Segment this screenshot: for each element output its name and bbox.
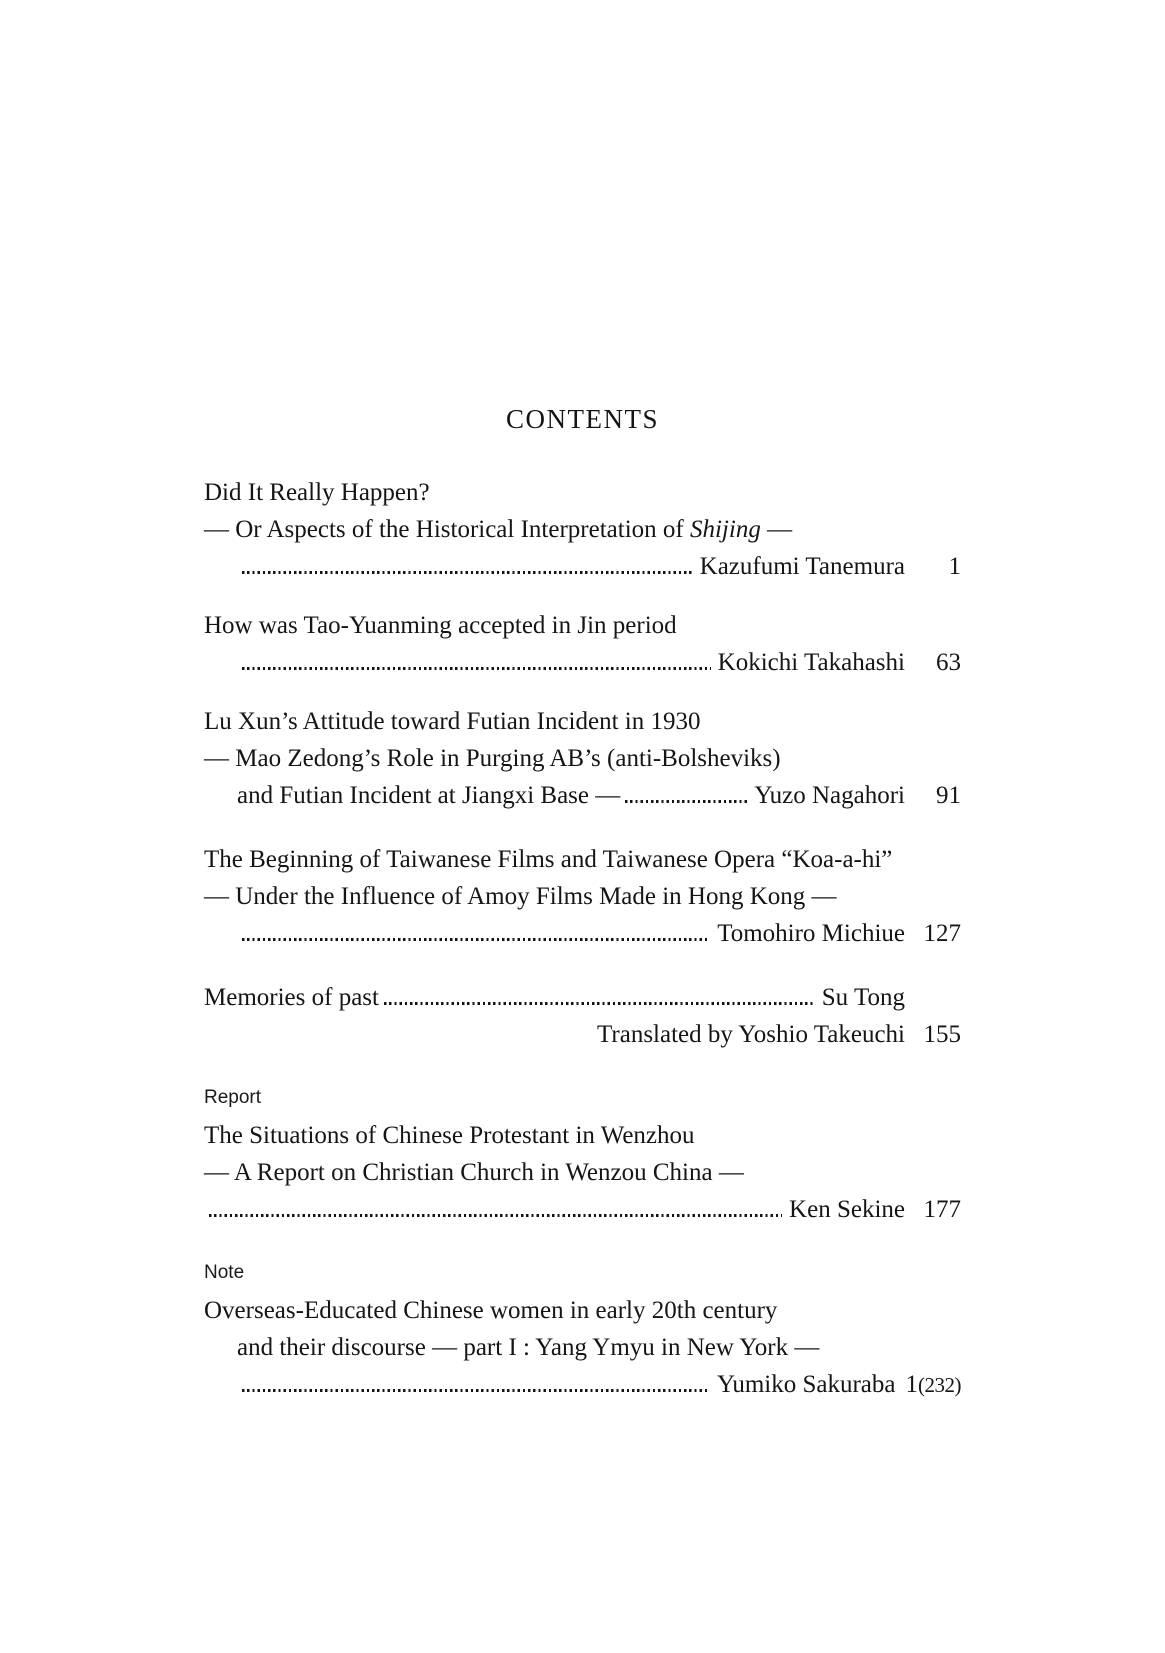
entry-title: Memories of past (204, 984, 379, 1011)
page-number: 91 (936, 782, 961, 809)
entry-subtitle: — A Report on Christian Church in Wenzou China — (204, 1159, 744, 1186)
title-author-line (204, 979, 961, 1016)
dot-leader (384, 1002, 815, 1005)
page-number: 63 (936, 649, 961, 676)
toc-entry-1 (204, 474, 961, 585)
entry-title: Overseas-Educated Chinese women in early 20th century (204, 1297, 778, 1324)
subtitle-text-end: — (760, 516, 793, 543)
toc-entry-4 (204, 841, 961, 952)
page-title: CONTENTS (506, 404, 659, 434)
author-name: Yuzo Nagahori (754, 782, 905, 809)
subtitle-italic-term: Shijing (689, 516, 761, 543)
toc-entry-2 (204, 607, 961, 681)
entry-title: Lu Xun’s Attitude toward Futian Incident in 1930 (204, 708, 701, 735)
page-number-paren: (232) (918, 1373, 961, 1397)
page-number: 177 (923, 1196, 961, 1223)
author-line (204, 915, 961, 952)
entry-subtitle: — Mao Zedong’s Role in Purging AB’s (anti-Bolsheviks) (204, 745, 781, 772)
dot-leader (242, 571, 693, 574)
author-line (204, 1191, 961, 1228)
dot-leader (209, 1214, 782, 1217)
page-number-main: 1 (905, 1371, 918, 1398)
toc-entry-5 (204, 979, 961, 1053)
entry-title: How was Tao-Yuanming accepted in Jin period (204, 612, 677, 639)
toc-entry-3 (204, 703, 961, 814)
dot-leader (242, 1389, 710, 1392)
translator-line (204, 1016, 961, 1053)
author-name: Kokichi Takahashi (717, 649, 905, 676)
section-label-note: Note (204, 1262, 245, 1283)
author-name: Ken Sekine (789, 1196, 905, 1223)
section-label-report: Report (204, 1087, 262, 1108)
author-name: Kazufumi Tanemura (699, 553, 905, 580)
entry-title: The Beginning of Taiwanese Films and Taiwanese Opera “Koa-a-hi” (204, 846, 893, 873)
entry-title: Did It Really Happen? (204, 479, 430, 506)
dot-leader (242, 667, 711, 670)
author-line (204, 548, 961, 585)
entry-subtitle (204, 511, 961, 548)
author-name: Tomohiro Michiue (717, 920, 905, 947)
translator-name: Translated by Yoshio Takeuchi (597, 1021, 905, 1048)
contents-page (204, 404, 961, 1404)
dot-leader (625, 800, 747, 803)
author-name: Yumiko Sakuraba (717, 1371, 896, 1398)
page-number (896, 1366, 962, 1404)
author-line (204, 777, 961, 814)
author-line (204, 644, 961, 681)
page-number: 155 (923, 1021, 961, 1048)
entry-subtitle: and their discourse — part I : Yang Ymyu in New York — (237, 1334, 820, 1361)
page-number: 127 (923, 920, 961, 947)
toc-entry-7 (204, 1292, 961, 1404)
subtitle-continuation: and Futian Incident at Jiangxi Base — (237, 782, 621, 809)
toc-entry-6 (204, 1117, 961, 1228)
author-line (204, 1366, 961, 1404)
entry-subtitle: — Under the Influence of Amoy Films Made in Hong Kong — (204, 883, 837, 910)
page-number: 1 (948, 553, 961, 580)
entry-title: The Situations of Chinese Protestant in Wenzhou (204, 1122, 695, 1149)
subtitle-text: — Or Aspects of the Historical Interpretation of (204, 516, 690, 543)
dot-leader (242, 938, 710, 941)
author-name: Su Tong (821, 984, 905, 1011)
